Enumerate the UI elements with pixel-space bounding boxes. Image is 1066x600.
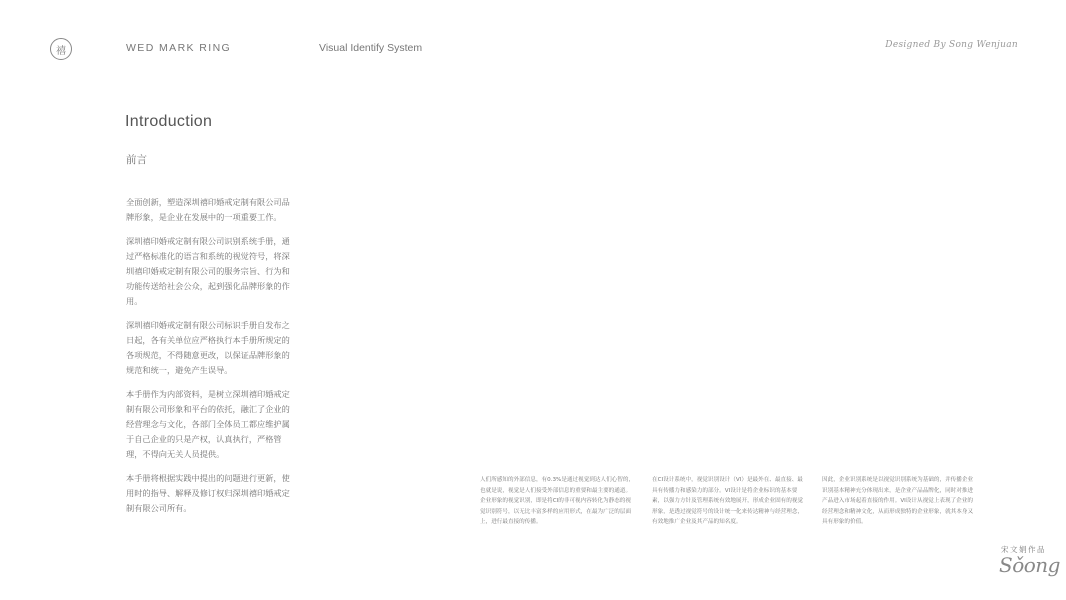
intro-paragraph: 深圳禧印婚戒定制有限公司识别系统手册，通过严格标准化的语言和系统的视觉符号，将深圳禧印婚戒定制有限公司的服务宗旨、行为和功能传送给社会公众，起到强化品牌形象的作用。 [126,236,290,306]
author-credit: 宋文娟作品 [1001,545,1046,554]
intro-paragraph: 深圳禧印婚戒定制有限公司标识手册自发布之日起，各有关单位应严格执行本手册所规定的各项规范，不得随意更改，以保证品牌形象的规范和统一，避免产生误导。 [126,320,290,375]
author-logo: Sǒong [999,553,1060,577]
intro-paragraph: 本手册将根据实践中提出的问题进行更新，使用时的指导、解释及修订权归深圳禧印婚戒定制有限公司所有。 [126,473,290,513]
system-title: Visual Identify System [319,42,423,54]
intro-text [126,195,292,525]
intro-paragraph: 全面创新，塑造深圳禧印婚戒定制有限公司品牌形象，是企业在发展中的一项重要工作。 [126,197,290,222]
info-column-2: 在CI设计系统中，视觉识别设计（VI）是最外在、最直接、最具有传播力和感染力的部分。VI设计是将企业标识的基本要素，以强力方针及管理系统有效地展开，形成企业固有的视觉形象，是透过视觉符号的设计统一化来传达精神与经营理念，有效地推广企业及其产品的知名度。 [652,477,804,525]
info-column-3: 因此，企业识别系统是以视觉识别系统为基础的，并传播企业识别基本精神充分体现出来，是企业产品品牌化，同时对推进产品进入市场起着直接的作用。VI设计从视觉上表现了企业的经营理念和精神文化，从而形成独特的企业形象，就其本身又具有形象的价值。 [822,477,974,525]
intro-paragraph: 本手册作为内部资料，是树立深圳禧印婚戒定制有限公司形象和平台的依托，融汇了企业的经营理念与文化，各部门全体员工都应维护属于自己企业的只是产权，认真执行，严格管理，不得向无关人员提供。 [126,389,290,459]
page-title: Introduction [125,113,213,130]
page-subtitle: 前言 [126,154,147,166]
brand-name: WED MARK RING [126,42,232,54]
brand-logo-icon: 禧 [50,38,72,60]
info-column-1: 人们所感知的外部信息，有0.3%是通过视觉到达人们心智的，也就是说，视觉是人们接受外部信息的重要和最主要的通道。企业形象的视觉识别，即是将CI的非可视内容转化为静态的视觉识别符号，以无比丰富多样的应用形式，在最为广泛的层面上，进行最直接的传播。 [480,477,635,525]
designer-signature: Designed By Song Wenjuan [885,40,1018,50]
